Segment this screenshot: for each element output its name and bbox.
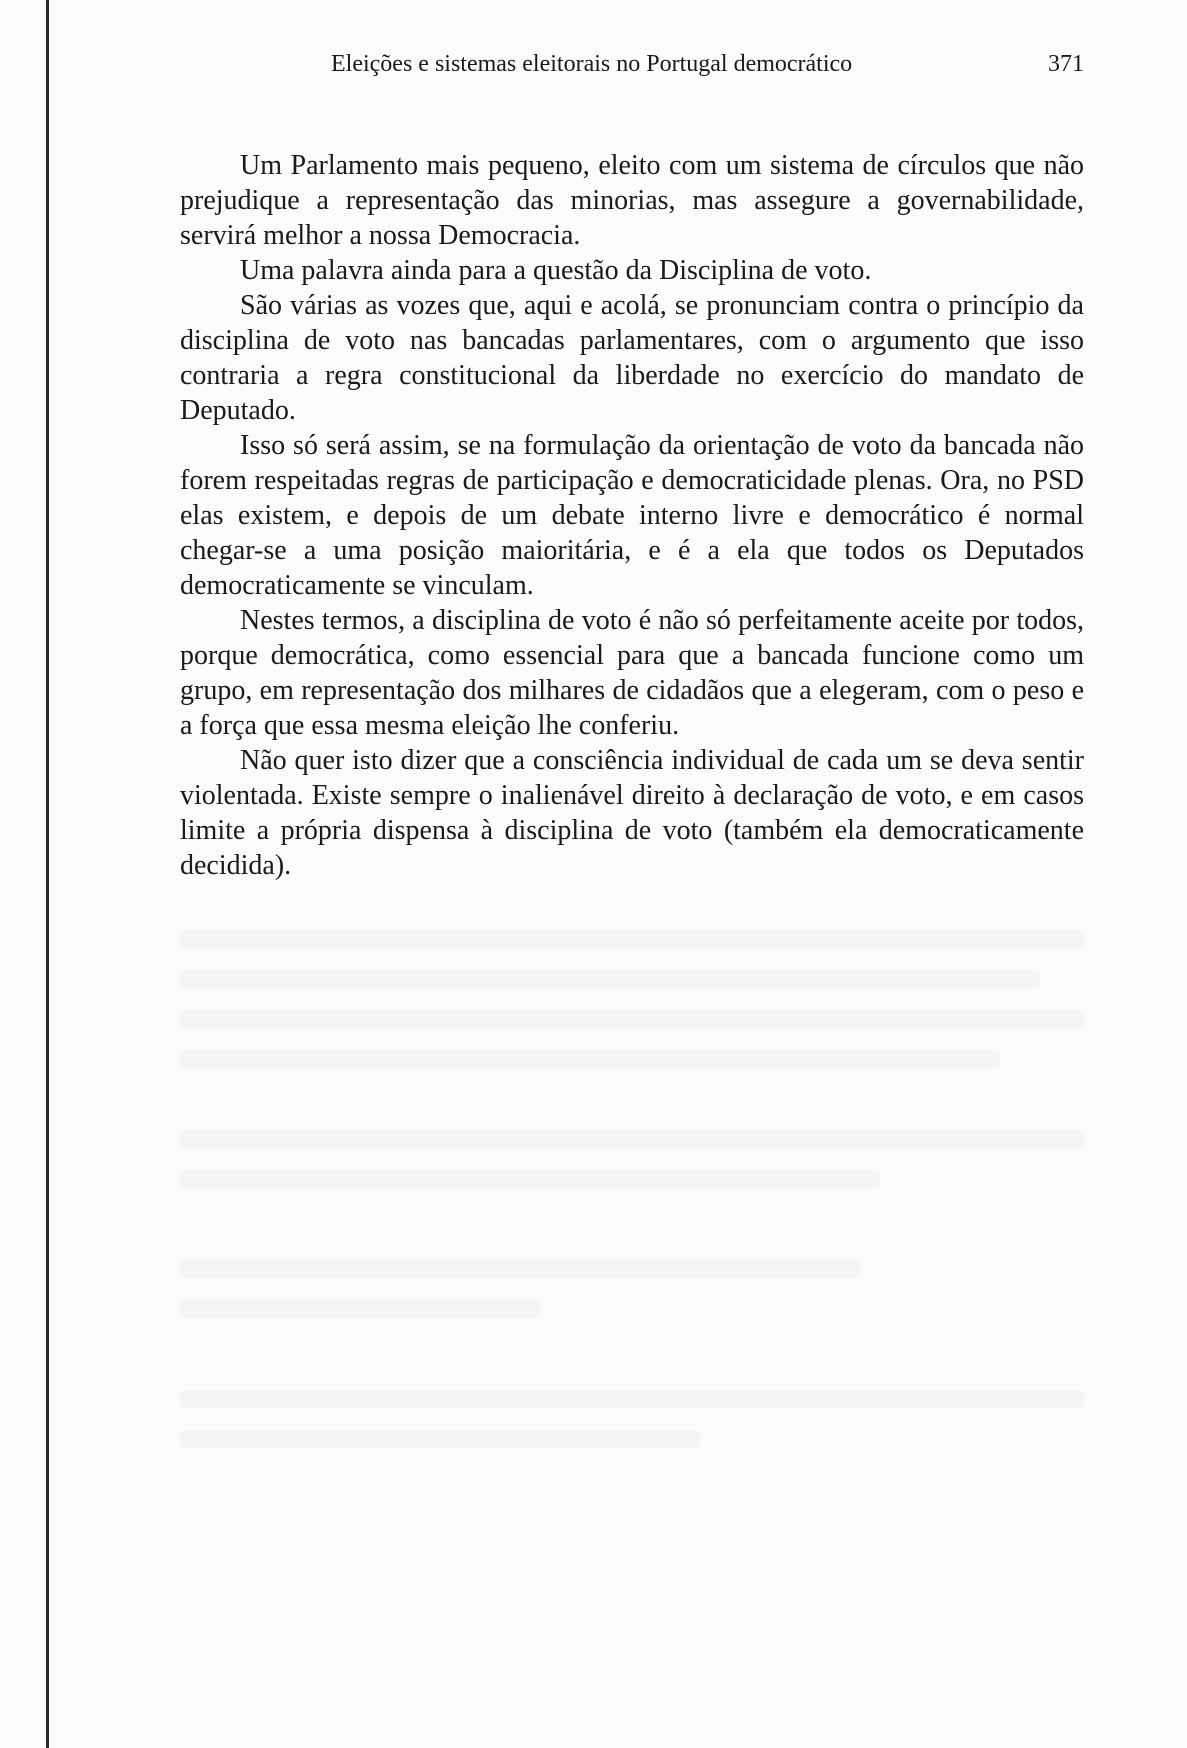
paragraph: Nestes termos, a disciplina de voto é não só perfeitamente aceite por todos, porque democrática, como essencial para que a bancada funcione como um grupo, em representação dos milhares de cidadãos que a elegeram, com o peso e a força que essa mesma eleição lhe conferiu. <box>180 605 1084 741</box>
running-title: Eleições e sistemas eleitorais no Portugal democrático <box>331 51 853 77</box>
bleed-through-line <box>180 1050 1000 1068</box>
bleed-through-line <box>180 1130 1084 1148</box>
paragraph: São várias as vozes que, aqui e acolá, se pronunciam contra o princípio da disciplina de voto nas bancadas parlamentares, com o argumento que isso contraria a regra constitucional da liberdade no exercício do mandato de Deputado. <box>180 290 1084 426</box>
page-header <box>180 44 1084 84</box>
bleed-through-line <box>180 930 1084 948</box>
paragraph: Uma palavra ainda para a questão da Disciplina de voto. <box>240 255 872 286</box>
bleed-through-line <box>180 970 1040 988</box>
bleed-through-line <box>180 1430 700 1448</box>
bleed-through-line <box>180 1010 1084 1028</box>
page-number: 371 <box>1048 51 1084 77</box>
bleed-through-line <box>180 1170 880 1188</box>
bleed-through-line <box>180 1390 1084 1408</box>
paragraph: Um Parlamento mais pequeno, eleito com um sistema de círculos que não prejudique a representação das minorias, mas assegure a governabilidade, servirá melhor a nossa Democracia. <box>180 150 1084 251</box>
bleed-through-line <box>180 1260 860 1278</box>
body-text <box>180 148 1084 883</box>
paragraph: Não quer isto dizer que a consciência individual de cada um se deva sentir violentada. Existe sempre o inalienável direito à declaração de voto, e em casos limite a própria dispensa à disciplina de voto (também ela democraticamente decidida). <box>180 745 1084 881</box>
binding-edge <box>46 0 49 1748</box>
paragraph: Isso só será assim, se na formulação da orientação de voto da bancada não forem respeitadas regras de participação e democraticidade plenas. Ora, no PSD elas existem, e depois de um debate interno livre e democrático é normal chegar-se a uma posição maioritária, e é a ela que todos os Deputados democraticamente se vinculam. <box>180 430 1084 601</box>
bleed-through-line <box>180 1300 540 1318</box>
